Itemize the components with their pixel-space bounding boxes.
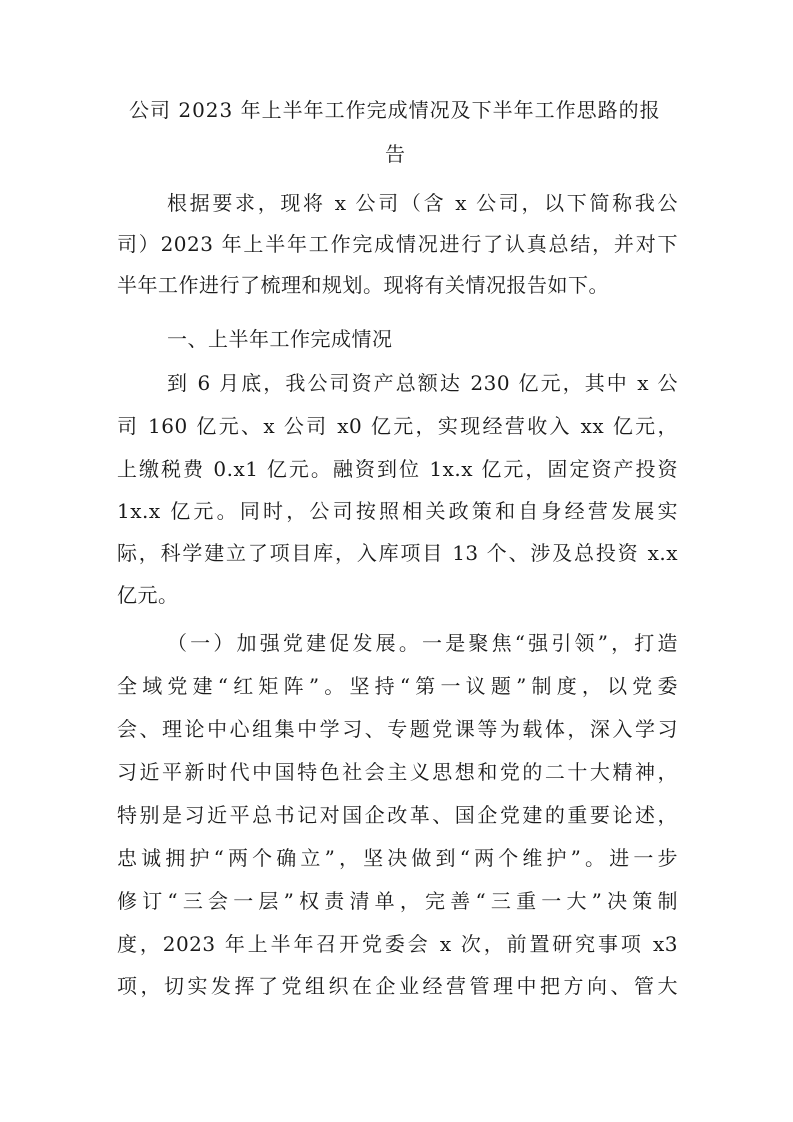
subsection1-line-9: 项，切实发挥了党组织在企业经营管理中把方向、管大 [117,974,678,998]
intro-line-3: 半年工作进行了梳理和规划。现将有关情况报告如下。 [117,273,609,297]
section1-line-6: 亿元。 [117,583,179,607]
subsection1-line-3: 会、理论中心组集中学习、专题党课等为载体，深入学习 [117,717,678,741]
section1-line-5: 际，科学建立了项目库，入库项目 13 个、涉及总投资 x.x [117,541,678,565]
subsection1-line-1: （一）加强党建促发展。一是聚焦“强引领”，打造 [167,631,678,655]
subsection1-line-5: 特别是习近平总书记对国企改革、国企党建的重要论述， [117,803,678,827]
section-heading: 一、上半年工作完成情况 [167,327,393,351]
subsection1-line-7: 修订“三会一层”权责清单，完善“三重一大”决策制 [117,889,678,913]
intro-line-2: 司）2023 年上半年工作完成情况进行了认真总结，并对下 [117,232,678,256]
section1-line-1: 到 6 月底，我公司资产总额达 230 亿元，其中 x 公 [167,371,678,395]
subsection1-line-2: 全域党建“红矩阵”。坚持“第一议题”制度，以党委 [117,674,678,698]
subsection1-line-8: 度，2023 年上半年召开党委会 x 次，前置研究事项 x3 [117,932,678,956]
subsection1-line-4: 习近平新时代中国特色社会主义思想和党的二十大精神， [117,760,678,784]
section1-line-4: 1x.x 亿元。同时，公司按照相关政策和自身经营发展实 [117,499,678,523]
document-title-line-2: 告 [385,142,406,166]
document-title-line-1: 公司 2023 年上半年工作完成情况及下半年工作思路的报 [129,98,661,122]
intro-line-1: 根据要求，现将 x 公司（含 x 公司，以下简称我公 [167,191,678,215]
section1-line-3: 上缴税费 0.x1 亿元。融资到位 1x.x 亿元，固定资产投资 [117,457,678,481]
section1-line-2: 司 160 亿元、x 公司 x0 亿元，实现经营收入 xx 亿元， [117,414,678,438]
subsection1-line-6: 忠诚拥护“两个确立”，坚决做到“两个维护”。进一步 [117,846,678,870]
